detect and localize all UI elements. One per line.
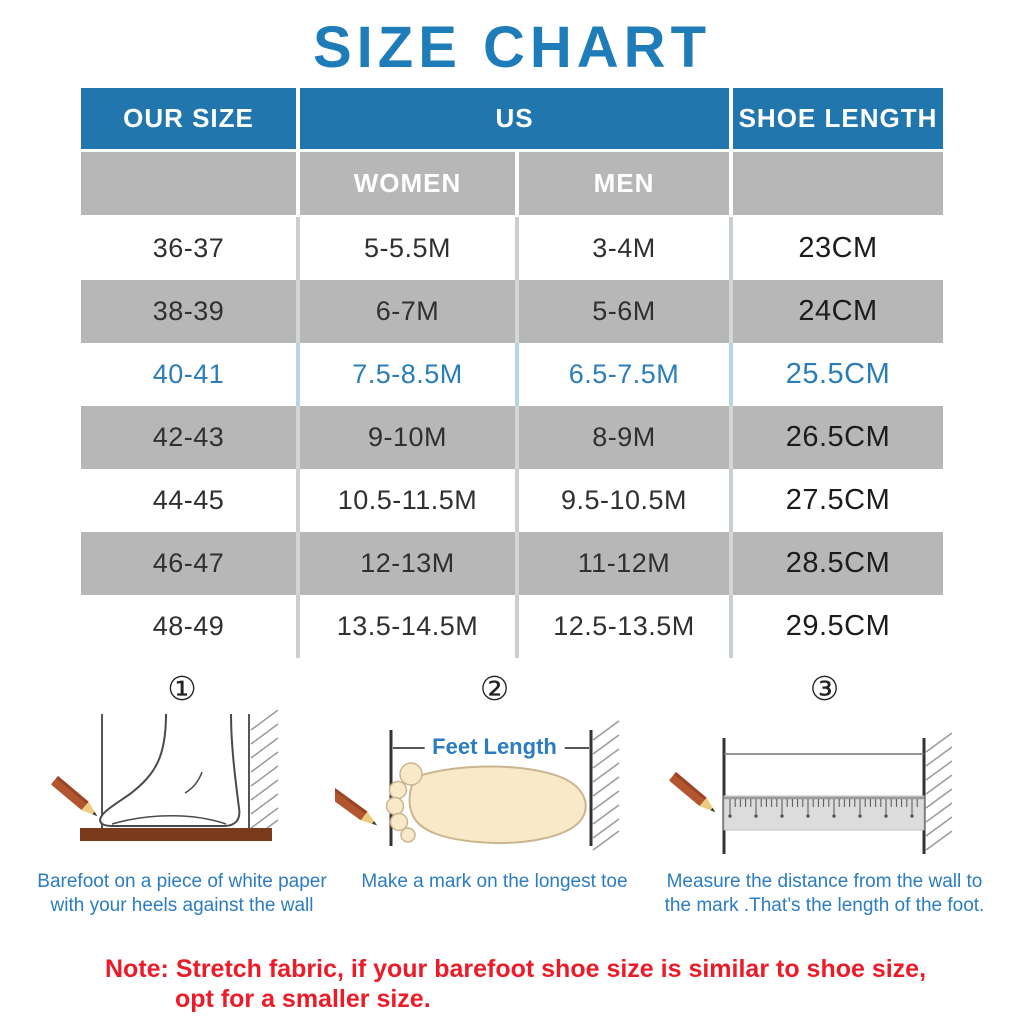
cell-men: 3-4M xyxy=(515,217,729,280)
pencil-icon xyxy=(51,776,101,820)
note-text xyxy=(0,954,1024,1014)
wall-hatch-icon xyxy=(926,733,952,850)
cell-women: 6-7M xyxy=(296,280,515,343)
cell-our-size: 38-39 xyxy=(152,296,225,326)
header-women: WOMEN xyxy=(296,149,515,217)
step-2-number: ② xyxy=(479,670,510,707)
step-3-figure xyxy=(657,710,992,862)
foot-outline-icon xyxy=(100,714,239,826)
cell-women: 13.5-14.5M xyxy=(296,595,515,658)
footprint-icon xyxy=(335,710,655,862)
subheader-empty-left xyxy=(81,149,296,217)
header-men: MEN xyxy=(515,149,729,217)
cell-shoe-length: 28.5CM xyxy=(729,532,943,595)
cell-shoe-length: 25.5CM xyxy=(729,343,943,406)
step-1-number: ① xyxy=(167,670,197,707)
table-subheader-row xyxy=(81,149,943,217)
cell-shoe-length: 29.5CM xyxy=(729,595,943,658)
wall-hatch-icon xyxy=(593,721,619,850)
cell-women: 5-5.5M xyxy=(296,217,515,280)
cell-men: 5-6M xyxy=(515,280,729,343)
note-line-2: opt for a smaller size. xyxy=(175,985,431,1013)
foot-side-icon xyxy=(42,710,322,862)
feet-length-label: Feet Length xyxy=(424,734,565,760)
step-3-number: ③ xyxy=(809,670,840,707)
cell-shoe-length: 24CM xyxy=(729,280,943,343)
cell-women: 7.5-8.5M xyxy=(296,343,515,406)
pencil-icon xyxy=(668,772,718,816)
cell-our-size: 44-45 xyxy=(152,485,225,515)
table-row xyxy=(81,217,943,280)
step-1-figure xyxy=(32,710,332,862)
cell-men: 9.5-10.5M xyxy=(515,469,729,532)
table-row xyxy=(81,595,943,658)
ruler-icon xyxy=(660,710,990,862)
ruler-shape xyxy=(724,796,924,830)
paper-board-icon xyxy=(80,828,272,841)
measuring-steps xyxy=(32,670,992,918)
big-toe xyxy=(400,763,422,785)
step-2 xyxy=(332,670,657,918)
page-title: SIZE CHART xyxy=(313,15,711,80)
cell-our-size: 40-41 xyxy=(152,359,225,389)
table-row xyxy=(81,406,943,469)
cell-women: 10.5-11.5M xyxy=(296,469,515,532)
header-us: US xyxy=(296,88,729,149)
pencil-icon xyxy=(335,788,380,830)
step-2-caption: Make a mark on the longest toe xyxy=(361,871,628,892)
size-table xyxy=(81,88,943,658)
cell-women: 12-13M xyxy=(296,532,515,595)
table-row-highlighted xyxy=(81,343,943,406)
footprint-shape xyxy=(386,763,585,843)
cell-our-size: 36-37 xyxy=(152,233,225,263)
table-header-row xyxy=(81,88,943,149)
cell-shoe-length: 26.5CM xyxy=(729,406,943,469)
table-row xyxy=(81,469,943,532)
table-row xyxy=(81,532,943,595)
step-3-caption: Measure the distance from the wall to the mark .That’s the length of the foot. xyxy=(664,871,985,916)
step-1 xyxy=(32,670,332,918)
cell-our-size: 48-49 xyxy=(152,611,225,641)
cell-our-size: 42-43 xyxy=(152,422,225,452)
cell-men: 6.5-7.5M xyxy=(515,343,729,406)
cell-men: 11-12M xyxy=(515,532,729,595)
cell-our-size: 46-47 xyxy=(152,548,225,578)
header-shoe-length: SHOE LENGTH xyxy=(729,88,943,149)
subheader-empty-right xyxy=(729,149,943,217)
note-line-1: Note: Stretch fabric, if your barefoot shoe size is similar to shoe size, xyxy=(105,955,927,983)
cell-men: 12.5-13.5M xyxy=(515,595,729,658)
cell-shoe-length: 27.5CM xyxy=(729,469,943,532)
cell-women: 9-10M xyxy=(296,406,515,469)
step-3 xyxy=(657,670,992,918)
cell-men: 8-9M xyxy=(515,406,729,469)
step-1-caption: Barefoot on a piece of white paper with your heels against the wall xyxy=(37,871,327,916)
cell-shoe-length: 23CM xyxy=(729,217,943,280)
header-our-size: OUR SIZE xyxy=(81,88,296,149)
step-2-figure xyxy=(332,710,657,862)
wall-hatch-icon xyxy=(251,710,278,840)
table-row xyxy=(81,280,943,343)
